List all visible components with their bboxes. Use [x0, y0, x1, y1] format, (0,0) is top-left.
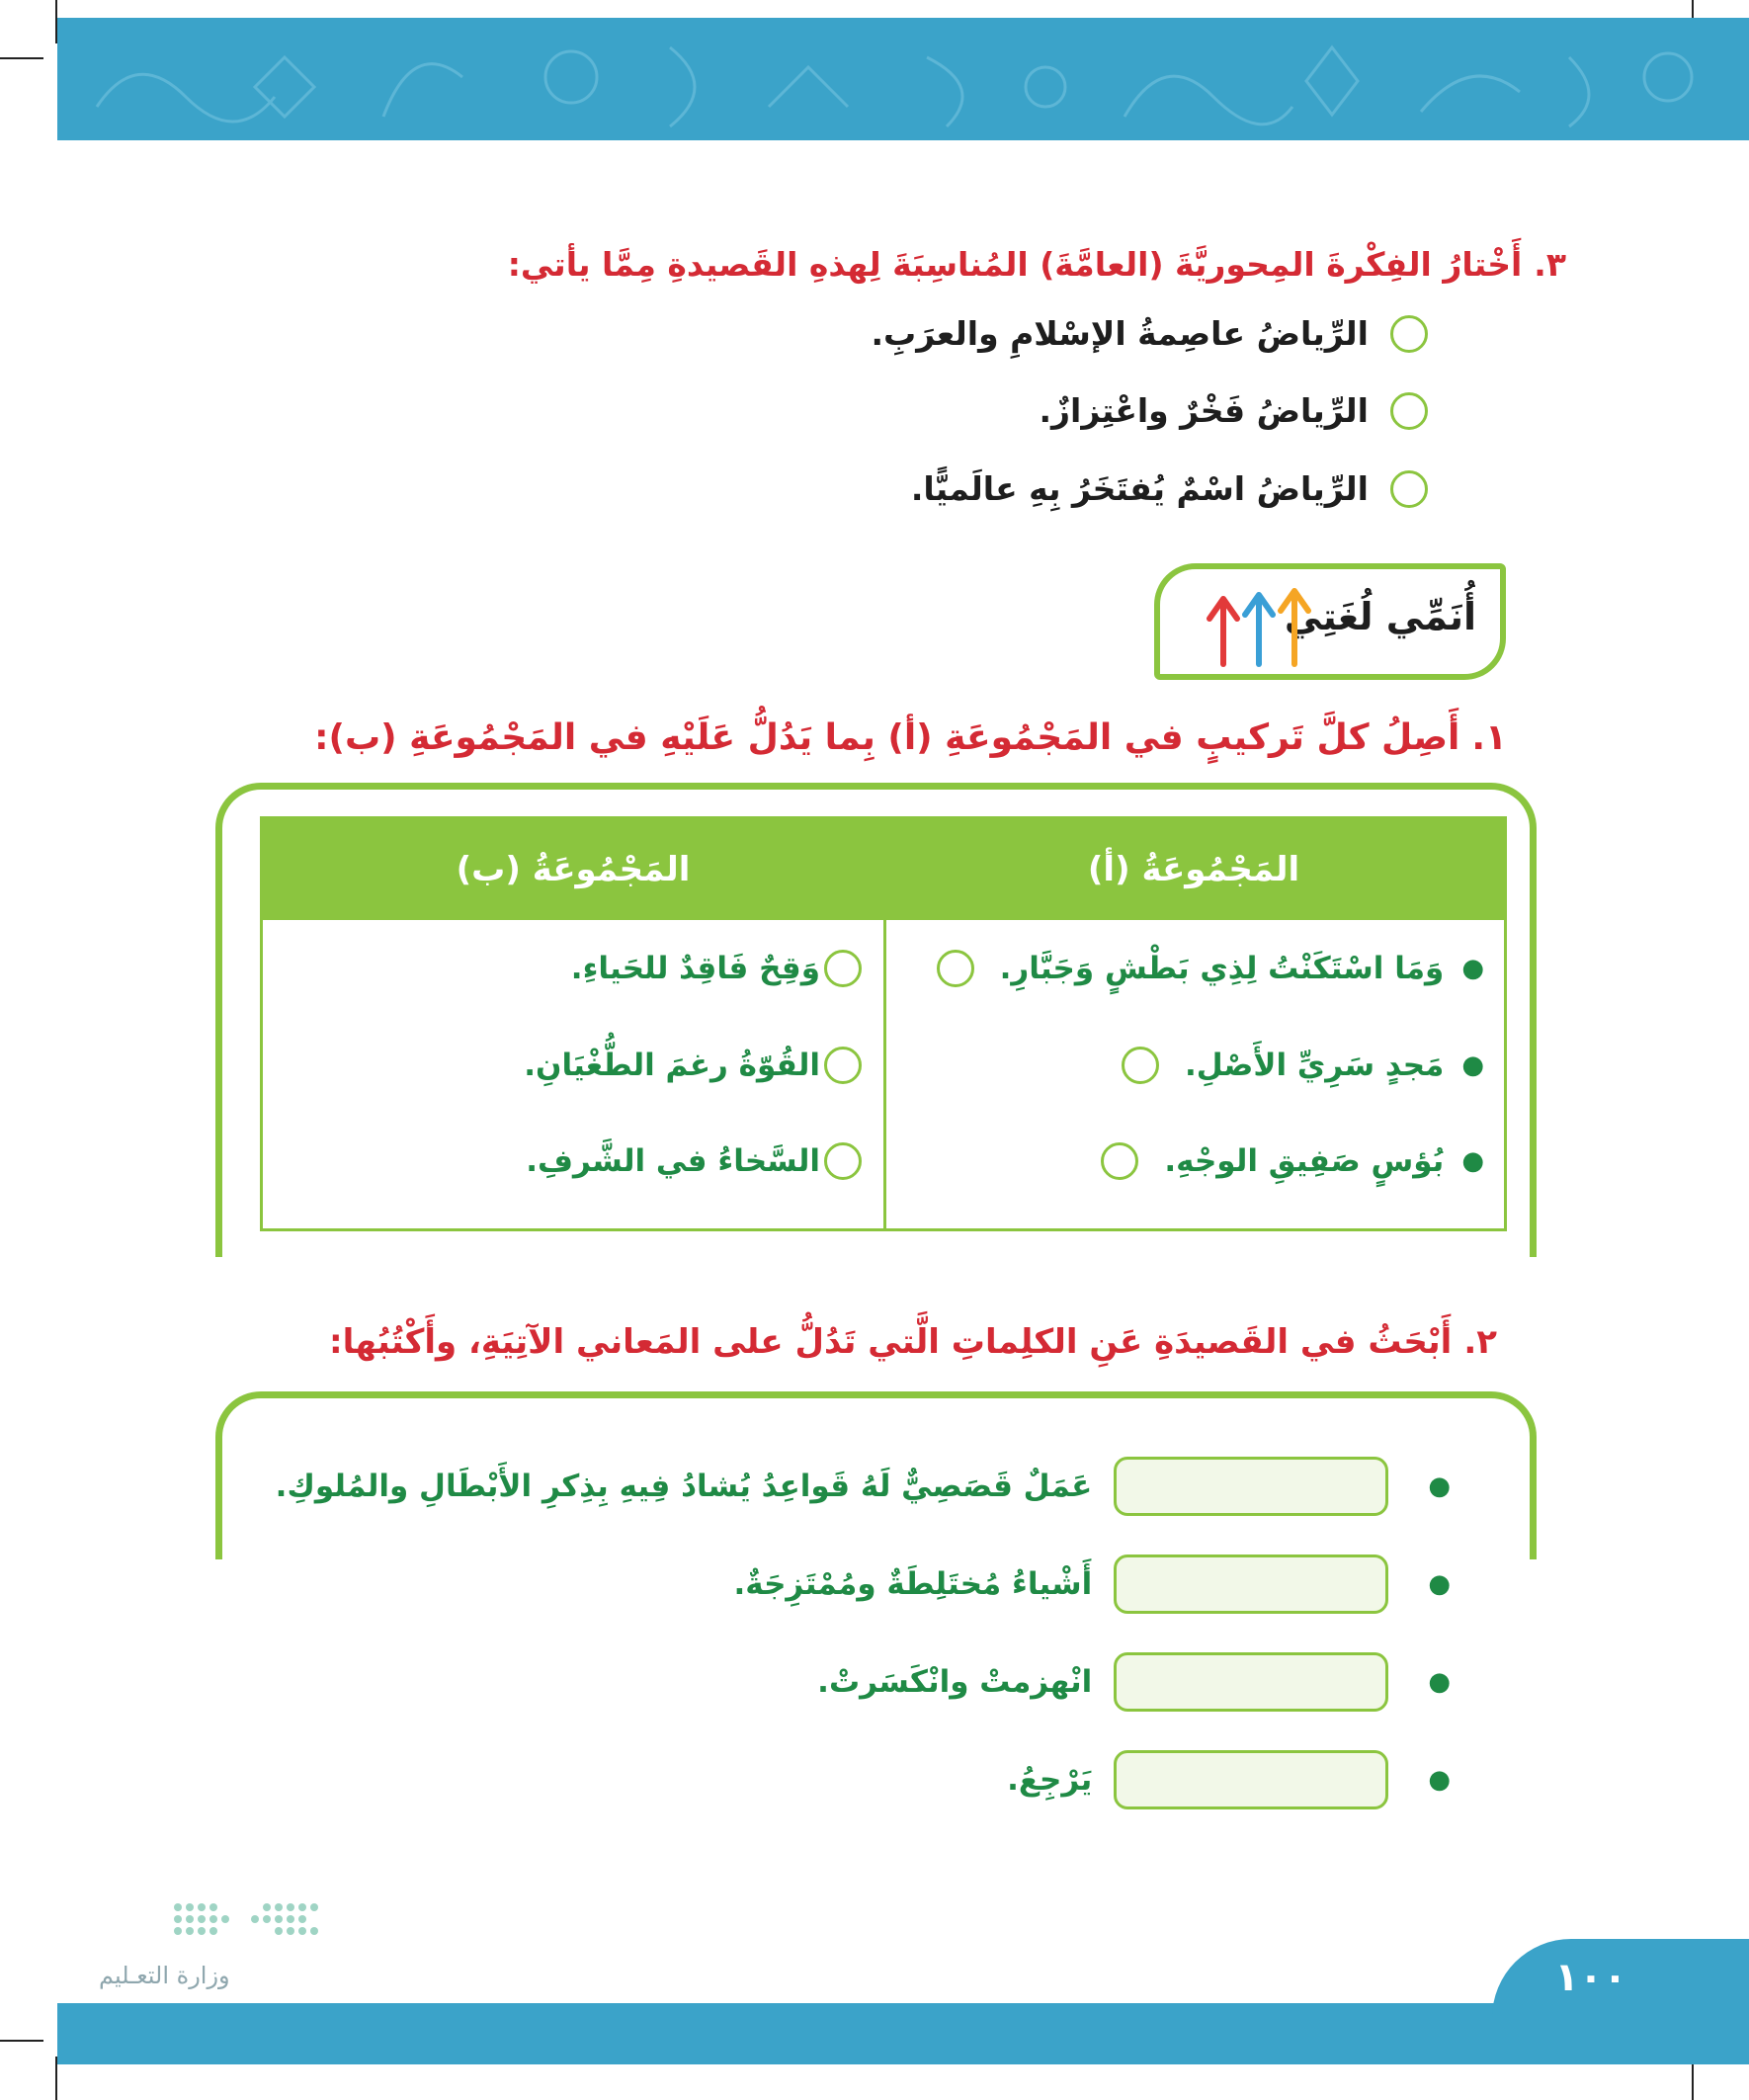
- group-b-item: [524, 1047, 862, 1084]
- bullet-icon: ●: [1428, 1667, 1451, 1697]
- growth-arrows-icon: [1204, 585, 1322, 668]
- header-group-a: المَجْمُوعَةُ (أ): [883, 819, 1504, 920]
- section-1-prompt: [314, 717, 1507, 758]
- question-number: ١.: [1471, 717, 1507, 758]
- mc-option-label: الرِّياضُ فَخْرٌ واعْتِزازٌ.: [1039, 391, 1369, 430]
- vocab-meaning: انْهزمتْ وانْكَسَرتْ.: [817, 1664, 1093, 1700]
- question-number: ٣.: [1534, 245, 1566, 284]
- ministry-name: وزارة التعـليم: [99, 1962, 230, 1989]
- crop-mark: [0, 2040, 43, 2042]
- vocab-meaning: عَمَلٌ قَصَصِيٌّ لَهُ قَواعِدُ يُشادُ فِيهِ بِذِكرِ الأَبْطَالِ والمُلوكِ.: [275, 1469, 1093, 1504]
- group-b-item: [526, 1142, 862, 1180]
- radio-circle[interactable]: [1390, 315, 1428, 353]
- group-b-text: السَّخاءُ في الشَّرفِ.: [526, 1143, 820, 1179]
- question-text: أَبْحَثُ في القَصيدَةِ عَنِ الكلِماتِ الَّتي تَدُلُّ على المَعاني الآتِيَةِ، وأَكْتُبُها:: [329, 1322, 1453, 1362]
- question-text: أَصِلُ كلَّ تَركيبٍ في المَجْمُوعَةِ (أ) بِما يَدُلُّ عَلَيْهِ في المَجْمُوعَةِ (ب):: [314, 717, 1460, 758]
- header-banner: [57, 18, 1749, 140]
- radio-circle[interactable]: [824, 1047, 862, 1084]
- group-b-item: [571, 950, 862, 987]
- group-a-text: مَجدٍ سَرِيِّ الأَصْلِ.: [1184, 1048, 1445, 1083]
- bullet-icon: ●: [1461, 1146, 1484, 1176]
- matching-table: [260, 816, 1507, 1231]
- badge-label: أُنَمِّي لُغَتِي: [1284, 595, 1476, 638]
- mc-option[interactable]: [872, 314, 1428, 353]
- group-a-text: وَمَا اسْتَكَنْتُ لِذِي بَطْشٍ وَجَبَّارِ.: [999, 951, 1445, 986]
- header-group-b: المَجْمُوعَةُ (ب): [263, 819, 883, 920]
- answer-input[interactable]: [1114, 1554, 1388, 1614]
- column-divider: [883, 819, 886, 1228]
- vocab-item: [817, 1652, 1451, 1712]
- radio-circle[interactable]: [937, 950, 974, 987]
- bullet-icon: ●: [1428, 1471, 1451, 1501]
- bullet-icon: ●: [1428, 1765, 1451, 1795]
- radio-circle[interactable]: [824, 1142, 862, 1180]
- mc-option-label: الرِّياضُ اسْمٌ يُفتَخَرُ بِهِ عالَميًّا.: [910, 469, 1369, 508]
- question-number: ٢.: [1463, 1322, 1497, 1362]
- vocab-item: [734, 1554, 1451, 1614]
- group-a-text: بُؤسٍ صَفِيقِ الوجْهِ.: [1164, 1143, 1445, 1179]
- ministry-logo-icon: [168, 1897, 326, 1947]
- group-b-text: القُوّةُ رغمَ الطُّغْيَانِ.: [524, 1048, 820, 1083]
- group-a-item: [1101, 1142, 1484, 1180]
- answer-input[interactable]: [1114, 1457, 1388, 1516]
- question-3-prompt: [508, 245, 1566, 284]
- page-number: ١٠٠: [1554, 1955, 1627, 2000]
- vocab-item: [276, 1457, 1451, 1516]
- vocab-item: [1007, 1750, 1451, 1809]
- mc-option[interactable]: [1039, 391, 1428, 430]
- group-a-item: [1122, 1047, 1484, 1084]
- section-2-prompt: [329, 1322, 1497, 1362]
- bullet-icon: ●: [1461, 954, 1484, 983]
- bullet-icon: ●: [1461, 1050, 1484, 1080]
- group-b-text: وَقِحٌ فَاقِدٌ للحَياءِ.: [570, 951, 820, 986]
- bullet-icon: ●: [1428, 1569, 1451, 1599]
- arabesque-pattern: [57, 18, 1749, 140]
- radio-circle[interactable]: [1390, 470, 1428, 508]
- mc-option[interactable]: [911, 469, 1428, 508]
- radio-circle[interactable]: [824, 950, 862, 987]
- question-text: أَخْتارُ الفِكْرةَ المِحوريَّةَ (العامَّةَ) المُناسِبَةَ لِهذهِ القَصيدةِ مِمَّا يأتي:: [507, 245, 1523, 284]
- answer-input[interactable]: [1114, 1652, 1388, 1712]
- section-badge: [1154, 563, 1506, 680]
- vocab-meaning: يَرْجِعُ.: [1007, 1762, 1093, 1798]
- group-a-item: [937, 950, 1484, 987]
- mc-option-label: الرِّياضُ عاصِمةُ الإسْلامِ والعرَبِ.: [871, 314, 1369, 353]
- answer-input[interactable]: [1114, 1750, 1388, 1809]
- radio-circle[interactable]: [1122, 1047, 1159, 1084]
- crop-mark: [0, 57, 43, 59]
- vocab-meaning: أَشْياءُ مُختَلِطَةٌ ومُمْتَزِجَةٌ.: [733, 1566, 1093, 1602]
- radio-circle[interactable]: [1101, 1142, 1138, 1180]
- radio-circle[interactable]: [1390, 392, 1428, 430]
